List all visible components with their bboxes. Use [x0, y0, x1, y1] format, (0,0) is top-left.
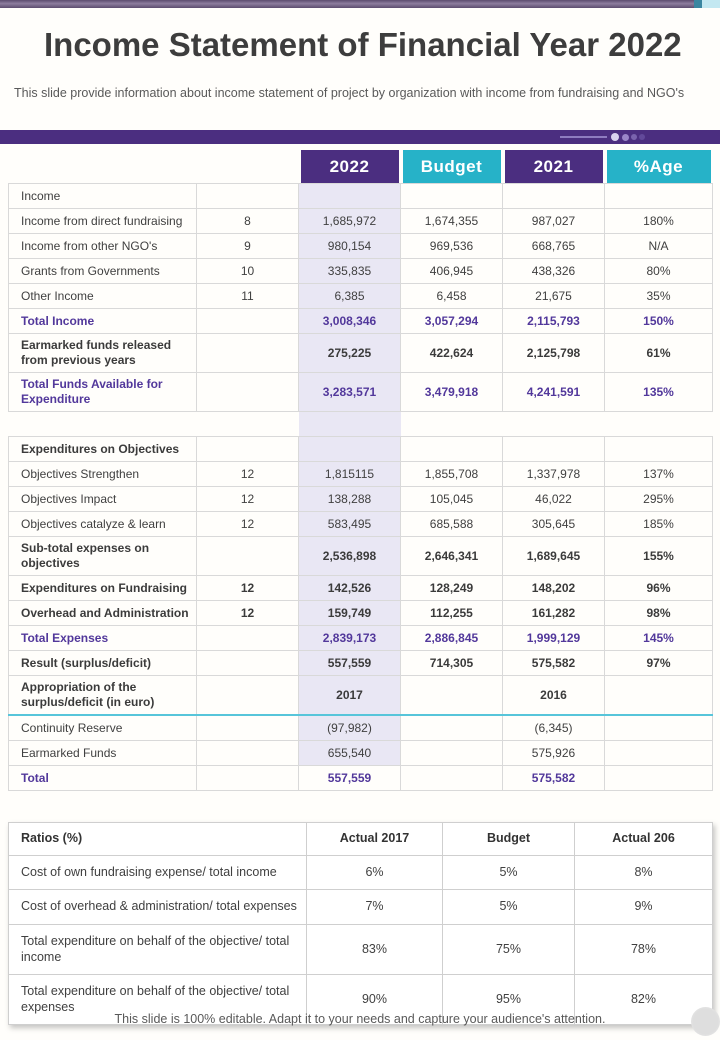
table-row: [9, 412, 713, 437]
row-label: Income from direct fundraising: [9, 209, 197, 234]
row-note: [197, 334, 299, 373]
cell-2022: 2017: [299, 676, 401, 716]
row-note: [197, 626, 299, 651]
top-accent-bar: [0, 0, 720, 8]
cell-2022: 1,815115: [299, 462, 401, 487]
cell-2022: 138,288: [299, 487, 401, 512]
cell-2022: 2,839,173: [299, 626, 401, 651]
pagination-dot-1: [611, 133, 619, 141]
table-row: [9, 676, 713, 716]
table-row: [9, 259, 713, 284]
row-note: [197, 437, 299, 462]
ratios-header-label: Ratios (%): [9, 823, 307, 856]
footer-note: This slide is 100% editable. Adapt it to your needs and capture your audience's attention.: [114, 1012, 606, 1026]
row-label: Other Income: [9, 284, 197, 309]
cell-2022: (97,982): [299, 715, 401, 741]
table-row: [9, 741, 713, 766]
cell-pct-age: 35%: [605, 284, 713, 309]
cell-pct-age: [605, 766, 713, 791]
cell-pct-age: 98%: [605, 601, 713, 626]
ratios-row: [9, 855, 713, 890]
ratio-actual-2017: 90%: [307, 975, 443, 1025]
row-note: [197, 651, 299, 676]
cell-2022: 335,835: [299, 259, 401, 284]
cell-2021: 46,022: [503, 487, 605, 512]
ratio-label: Cost of own fundraising expense/ total income: [9, 855, 307, 890]
cell-2021: [503, 437, 605, 462]
ratio-label: Cost of overhead & administration/ total expenses: [9, 890, 307, 925]
header-empty: [9, 150, 299, 184]
cell-2022: 159,749: [299, 601, 401, 626]
row-label: Overhead and Administration: [9, 601, 197, 626]
cell-budget: [401, 184, 503, 209]
ratio-label: Total expenditure on behalf of the objective/ total expenses: [9, 975, 307, 1025]
cell-2022: 6,385: [299, 284, 401, 309]
col-header-2021: 2021: [505, 150, 603, 183]
ratio-budget: 5%: [443, 890, 575, 925]
cell-pct-age: [605, 715, 713, 741]
cell-pct-age: [605, 412, 713, 437]
cell-budget: [401, 676, 503, 716]
cell-budget: [401, 741, 503, 766]
top-bar-teal-light-segment: [702, 0, 720, 8]
table-row: [9, 626, 713, 651]
cell-2021: [503, 412, 605, 437]
corner-circle-decoration: [691, 1007, 720, 1036]
row-note: 12: [197, 487, 299, 512]
cell-pct-age: [605, 184, 713, 209]
table-row: [9, 766, 713, 791]
cell-2021: 575,926: [503, 741, 605, 766]
row-label: Grants from Governments: [9, 259, 197, 284]
cell-2021: 1,999,129: [503, 626, 605, 651]
ratios-row: [9, 924, 713, 974]
table-row: [9, 184, 713, 209]
row-label: Objectives catalyze & learn: [9, 512, 197, 537]
row-note: [197, 741, 299, 766]
cell-2021: 668,765: [503, 234, 605, 259]
row-label: Objectives Impact: [9, 487, 197, 512]
cell-budget: [401, 437, 503, 462]
pagination-dot-4: [639, 134, 645, 140]
row-note: 12: [197, 576, 299, 601]
ratios-header-actual-206: Actual 206: [575, 823, 713, 856]
cell-pct-age: 150%: [605, 309, 713, 334]
cell-pct-age: 137%: [605, 462, 713, 487]
pagination-dot-2: [622, 134, 629, 141]
col-header-2022: 2022: [301, 150, 399, 183]
cell-2021: (6,345): [503, 715, 605, 741]
cell-2021: 4,241,591: [503, 373, 605, 412]
ratios-header-budget: Budget: [443, 823, 575, 856]
cell-2021: 438,326: [503, 259, 605, 284]
table-row: [9, 715, 713, 741]
cell-2021: 2,115,793: [503, 309, 605, 334]
cell-budget: 128,249: [401, 576, 503, 601]
row-note: [197, 676, 299, 716]
cell-2022: 275,225: [299, 334, 401, 373]
cell-2021: 148,202: [503, 576, 605, 601]
cell-2022: 557,559: [299, 651, 401, 676]
row-note: [197, 184, 299, 209]
divider-bar: [0, 130, 720, 144]
table-row: [9, 576, 713, 601]
cell-budget: 685,588: [401, 512, 503, 537]
ratio-budget: 95%: [443, 975, 575, 1025]
row-label: Objectives Strengthen: [9, 462, 197, 487]
row-note: [197, 412, 299, 437]
cell-2021: 987,027: [503, 209, 605, 234]
row-label: Total Funds Available for Expenditure: [9, 373, 197, 412]
row-label: Earmarked Funds: [9, 741, 197, 766]
cell-budget: [401, 766, 503, 791]
cell-2021: 1,689,645: [503, 537, 605, 576]
row-note: [197, 715, 299, 741]
cell-pct-age: 145%: [605, 626, 713, 651]
cell-2021: 2,125,798: [503, 334, 605, 373]
row-label: Total Expenses: [9, 626, 197, 651]
cell-pct-age: 180%: [605, 209, 713, 234]
cell-budget: 2,646,341: [401, 537, 503, 576]
table-row: [9, 651, 713, 676]
row-label: Continuity Reserve: [9, 715, 197, 741]
table-row: [9, 512, 713, 537]
cell-pct-age: [605, 437, 713, 462]
cell-2022: 3,283,571: [299, 373, 401, 412]
page-subtitle: This slide provide information about income statement of project by organization with income from fundraising and NGO's: [14, 86, 685, 100]
cell-budget: 105,045: [401, 487, 503, 512]
table-row: [9, 437, 713, 462]
ratio-actual-206: 9%: [575, 890, 713, 925]
cell-pct-age: 295%: [605, 487, 713, 512]
cell-2022: 557,559: [299, 766, 401, 791]
row-label: Expenditures on Objectives: [9, 437, 197, 462]
cell-budget: 3,057,294: [401, 309, 503, 334]
table-row: [9, 462, 713, 487]
table-row: [9, 334, 713, 373]
income-statement-table: [8, 150, 713, 791]
cell-budget: [401, 412, 503, 437]
cell-pct-age: 96%: [605, 576, 713, 601]
ratio-actual-2017: 83%: [307, 924, 443, 974]
ratio-actual-206: 82%: [575, 975, 713, 1025]
ratio-budget: 75%: [443, 924, 575, 974]
main-table-header-row: [9, 150, 713, 184]
row-note: 12: [197, 601, 299, 626]
cell-2022: 583,495: [299, 512, 401, 537]
row-note: [197, 766, 299, 791]
row-label: Expenditures on Fundraising: [9, 576, 197, 601]
ratios-header-row: [9, 823, 713, 856]
cell-2022: [299, 437, 401, 462]
table-row: [9, 373, 713, 412]
cell-2021: 1,337,978: [503, 462, 605, 487]
cell-budget: 3,479,918: [401, 373, 503, 412]
cell-2021: 161,282: [503, 601, 605, 626]
cell-2021: 2016: [503, 676, 605, 716]
row-label: Appropriation of the surplus/deficit (in euro): [9, 676, 197, 716]
cell-pct-age: 135%: [605, 373, 713, 412]
cell-2022: 2,536,898: [299, 537, 401, 576]
cell-2022: 1,685,972: [299, 209, 401, 234]
row-note: [197, 309, 299, 334]
ratio-budget: 5%: [443, 855, 575, 890]
cell-budget: 112,255: [401, 601, 503, 626]
ratios-header-actual-2017: Actual 2017: [307, 823, 443, 856]
row-note: 8: [197, 209, 299, 234]
cell-budget: 422,624: [401, 334, 503, 373]
cell-2021: 305,645: [503, 512, 605, 537]
ratio-actual-2017: 7%: [307, 890, 443, 925]
pagination-dot-3: [631, 134, 637, 140]
cell-2022: 3,008,346: [299, 309, 401, 334]
table-row: [9, 209, 713, 234]
cell-budget: 714,305: [401, 651, 503, 676]
cell-pct-age: N/A: [605, 234, 713, 259]
cell-2022: [299, 412, 401, 437]
row-label: Total Income: [9, 309, 197, 334]
row-label: Total: [9, 766, 197, 791]
cell-budget: 969,536: [401, 234, 503, 259]
cell-pct-age: 80%: [605, 259, 713, 284]
cell-2022: 980,154: [299, 234, 401, 259]
row-note: 12: [197, 512, 299, 537]
row-note: 9: [197, 234, 299, 259]
table-row: [9, 284, 713, 309]
row-label: Result (surplus/deficit): [9, 651, 197, 676]
table-row: [9, 601, 713, 626]
cell-budget: 6,458: [401, 284, 503, 309]
row-label: Income: [9, 184, 197, 209]
cell-budget: 406,945: [401, 259, 503, 284]
table-row: [9, 537, 713, 576]
divider-line: [560, 136, 607, 138]
cell-budget: 2,886,845: [401, 626, 503, 651]
ratio-label: Total expenditure on behalf of the objective/ total income: [9, 924, 307, 974]
ratio-actual-206: 78%: [575, 924, 713, 974]
row-label: Income from other NGO's: [9, 234, 197, 259]
row-note: 10: [197, 259, 299, 284]
cell-pct-age: [605, 676, 713, 716]
ratio-actual-206: 8%: [575, 855, 713, 890]
row-note: [197, 373, 299, 412]
page-title: Income Statement of Financial Year 2022: [44, 26, 682, 63]
row-label: Earmarked funds released from previous years: [9, 334, 197, 373]
cell-pct-age: 155%: [605, 537, 713, 576]
ratio-actual-2017: 6%: [307, 855, 443, 890]
cell-2022: 655,540: [299, 741, 401, 766]
cell-2021: 575,582: [503, 766, 605, 791]
cell-pct-age: 97%: [605, 651, 713, 676]
table-row: [9, 487, 713, 512]
cell-2022: [299, 184, 401, 209]
cell-pct-age: 61%: [605, 334, 713, 373]
cell-pct-age: [605, 741, 713, 766]
row-label: [9, 412, 197, 437]
cell-budget: [401, 715, 503, 741]
col-header-budget: Budget: [403, 150, 501, 183]
row-label: Sub-total expenses on objectives: [9, 537, 197, 576]
cell-2021: 21,675: [503, 284, 605, 309]
ratios-table: [8, 822, 713, 1025]
table-row: [9, 234, 713, 259]
cell-2021: [503, 184, 605, 209]
table-row: [9, 309, 713, 334]
cell-budget: 1,674,355: [401, 209, 503, 234]
row-note: 12: [197, 462, 299, 487]
cell-2022: 142,526: [299, 576, 401, 601]
cell-2021: 575,582: [503, 651, 605, 676]
row-note: [197, 537, 299, 576]
col-header-pct-age: %Age: [607, 150, 711, 183]
cell-budget: 1,855,708: [401, 462, 503, 487]
cell-pct-age: 185%: [605, 512, 713, 537]
ratios-row: [9, 890, 713, 925]
row-note: 11: [197, 284, 299, 309]
top-bar-teal-dark-segment: [694, 0, 702, 8]
